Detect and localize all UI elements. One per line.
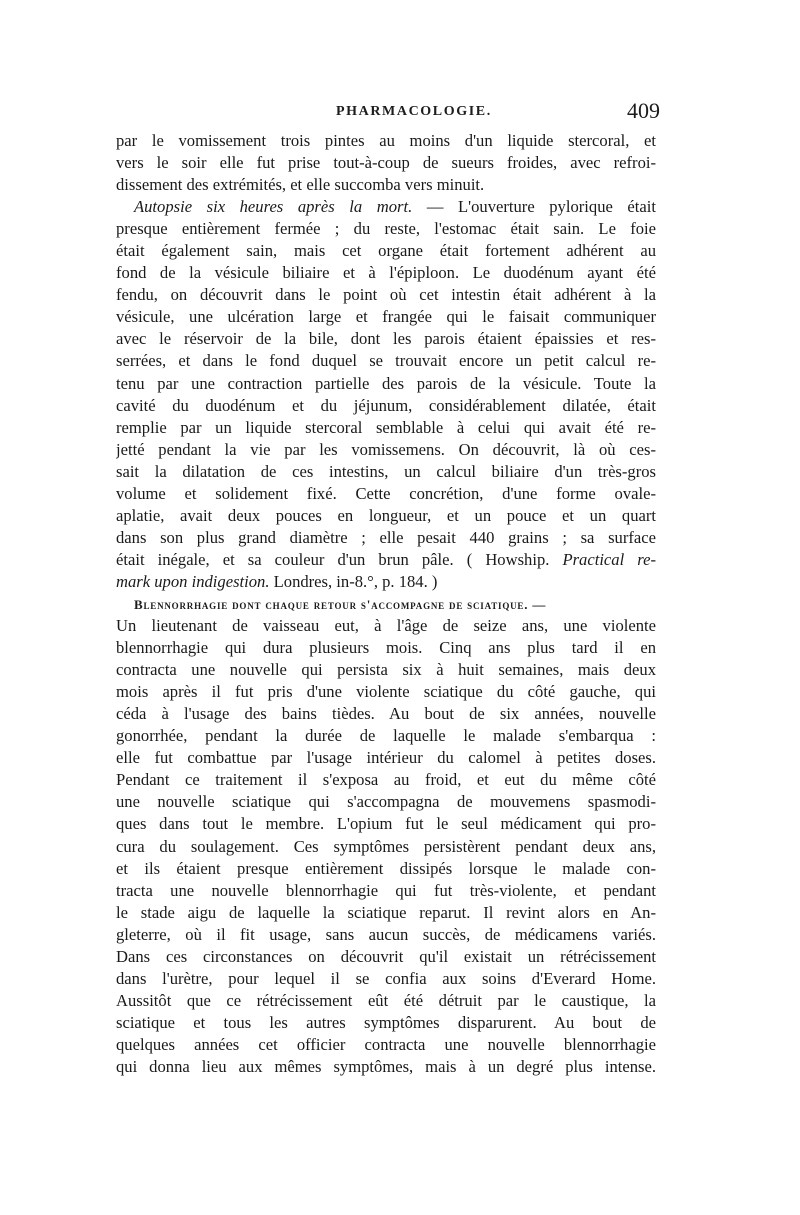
text-line: Un lieutenant de vaisseau eut, à l'âge de seize ans, une violente	[116, 616, 656, 636]
text-line: elle fut combattue par l'usage intérieur du calomel à petites doses.	[116, 748, 656, 768]
text-line: cavité du duodénum et du jéjunum, considérablement dilatée, était	[116, 395, 656, 415]
text-line: dans son plus grand diamètre ; elle pesait 440 grains ; sa surface	[116, 527, 656, 547]
citation-italic: Practical re-	[562, 549, 656, 569]
text-line: Pendant ce traitement il s'exposa au froid, et eut du même côté	[116, 770, 656, 790]
text-line: sciatique et tous les autres symptômes disparurent. Au bout de	[116, 1012, 656, 1032]
citation-line	[116, 549, 656, 571]
text-line: avec le réservoir de la bile, dont les parois étaient épaissies et res-	[116, 329, 656, 349]
body-text	[116, 130, 656, 1078]
text-line: était également sain, mais cet organe était fortement adhérent au	[116, 241, 656, 261]
text-line: gleterre, où il fit usage, sans aucun succès, de médicamens variés.	[116, 924, 656, 944]
text-line: vers le soir elle fut prise tout-à-coup de sueurs froides, avec refroi-	[116, 153, 656, 173]
text-line: jetté pendant la vie par les vomissemens. On découvrit, là où ces-	[116, 439, 656, 459]
text-line: dans l'urètre, pour lequel il se confia aux soins d'Everard Home.	[116, 968, 656, 988]
text-line: vésicule, une ulcération large et frangée qui le faisait communiquer	[116, 307, 656, 327]
text-line: céda à l'usage des bains tièdes. Au bout de six années, nouvelle	[116, 704, 656, 724]
citation-plain: Londres, in-8.°, p. 184. )	[269, 571, 438, 591]
text-line: serrées, et dans le fond duquel se trouvait encore un petit calcul re-	[116, 351, 656, 371]
text-line: cura du soulagement. Ces symptômes persistèrent pendant deux ans,	[116, 836, 656, 856]
text-line: Dans ces circonstances on découvrit qu'il existait un rétrécissement	[116, 946, 656, 966]
section-heading	[116, 593, 656, 615]
citation-line	[116, 571, 656, 593]
citation-plain: était inégale, et sa couleur d'un brun pâle. ( Howship.	[116, 549, 563, 569]
text-line: mois après il fut pris d'une violente sciatique du côté gauche, qui	[116, 682, 656, 702]
text-line: par le vomissement trois pintes au moins d'un liquide stercoral, et	[116, 131, 656, 150]
text-line: une nouvelle sciatique qui s'accompagna de mouvemens spasmodi-	[116, 792, 656, 812]
citation-italic: mark upon indigestion.	[116, 571, 270, 591]
text-line: fond de la vésicule biliaire et à l'épiploon. Le duodénum ayant été	[116, 263, 656, 283]
text-line: et ils étaient presque entièrement dissipés lorsque le malade con-	[116, 858, 656, 878]
text-line: ques dans tout le membre. L'opium fut le seul médicament qui pro-	[116, 814, 656, 834]
text-line: Aussitôt que ce rétrécissement eût été détruit par le caustique, la	[116, 990, 656, 1010]
text-line: sait la dilatation de ces intestins, un calcul biliaire d'un très-gros	[116, 461, 656, 481]
autopsy-lead-rest: — L'ouverture pylorique était	[412, 197, 656, 217]
text-line: dissement des extrémités, et elle succomba vers minuit.	[116, 175, 485, 195]
text-line: tenu par une contraction partielle des parois de la vésicule. Toute la	[116, 373, 656, 393]
text-line: quelques années cet officier contracta une nouvelle blennorrhagie	[116, 1034, 656, 1054]
text-line: presque entièrement fermée ; du reste, l'estomac était sain. Le foie	[116, 219, 656, 239]
autopsy-lead-italic: Autopsie six heures après la mort.	[134, 197, 413, 217]
text-line: le stade aigu de laquelle la sciatique reparut. Il revint alors en An-	[116, 902, 656, 922]
text-line: volume et solidement fixé. Cette concrétion, d'une forme ovale-	[116, 483, 656, 503]
text-line: blennorrhagie qui dura plusieurs mois. Cinq ans plus tard il en	[116, 638, 656, 658]
text-line: contracta une nouvelle qui persista six à huit semaines, mais deux	[116, 660, 656, 680]
running-title: PHARMACOLOGIE.	[336, 104, 492, 119]
text-line: gonorrhée, pendant la durée de laquelle le malade s'embarqua :	[116, 726, 656, 746]
text-line: tracta une nouvelle blennorrhagie qui fut très-violente, et pendant	[116, 880, 656, 900]
text-line: aplatie, avait deux pouces en longueur, et un pouce et un quart	[116, 505, 656, 525]
text-line: fendu, on découvrit dans le point où cet intestin était adhérent à la	[116, 285, 656, 305]
text-line: qui donna lieu aux mêmes symptômes, mais à un degré plus intense.	[116, 1056, 656, 1076]
autopsy-lead-line	[116, 196, 656, 218]
page-number: 409	[627, 98, 660, 123]
section-heading-text: Blennorrhagie dont chaque retour s'accompagne de sciatique. —	[134, 596, 547, 612]
running-head	[160, 98, 660, 132]
text-line: remplie par un liquide stercoral semblable à celui qui avait été re-	[116, 417, 656, 437]
